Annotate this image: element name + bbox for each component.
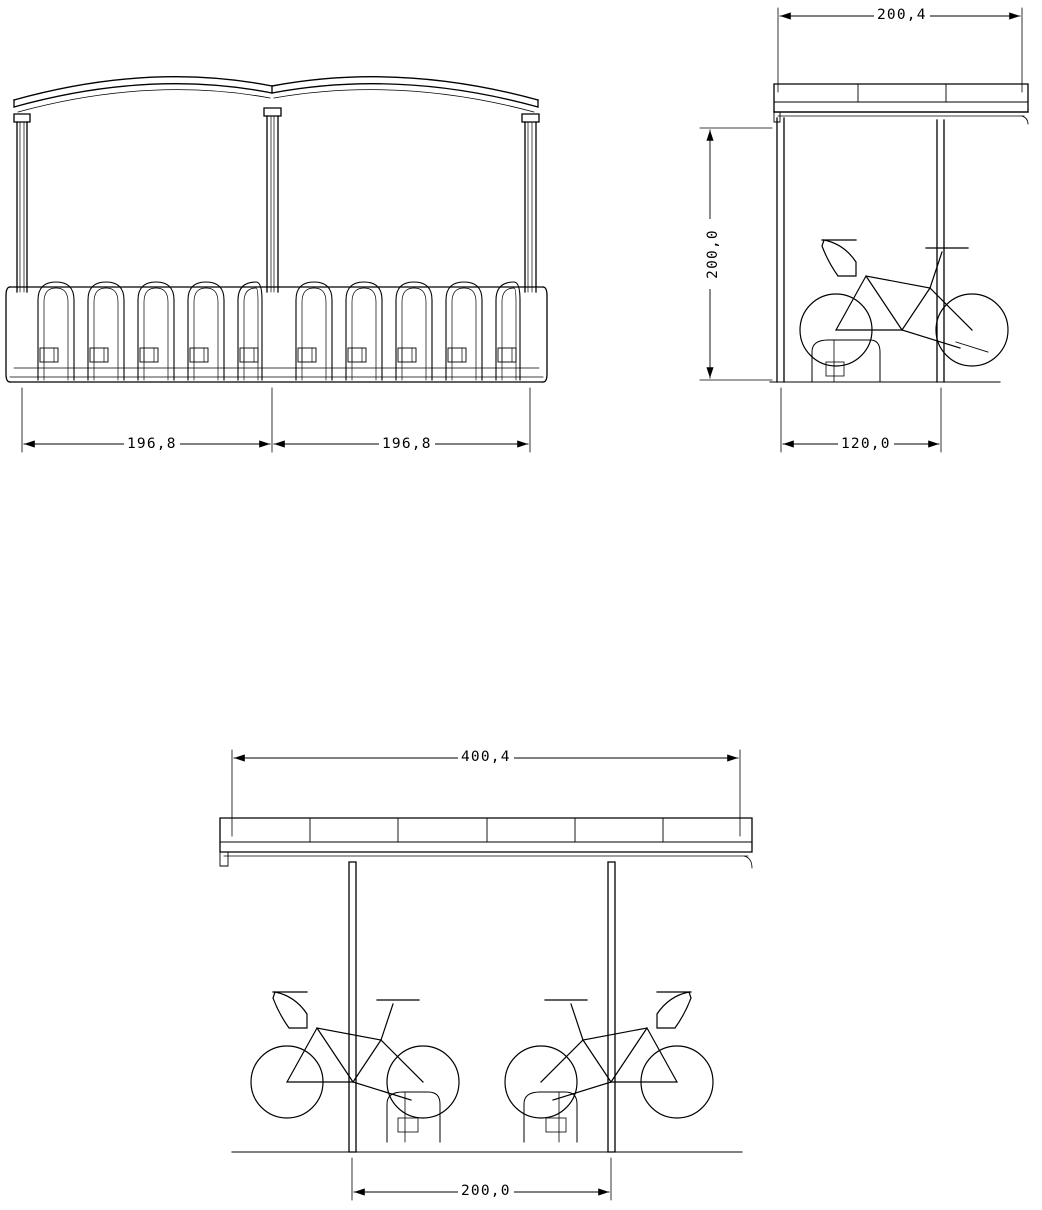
dimension-side-height: 200,0 [705,219,721,289]
dimension-front-right-span: 196,8 [379,436,435,452]
dimension-rear-inner-span: 200,0 [458,1183,514,1199]
front-elevation-view [6,77,547,452]
dimension-front-left-span: 196,8 [124,436,180,452]
dimension-rear-total-width: 400,4 [458,749,514,765]
rear-elevation-view [220,750,752,1200]
dimension-side-roof-width: 200,4 [874,7,930,23]
dimension-side-base-width: 120,0 [838,436,894,452]
side-elevation-view [700,8,1028,452]
